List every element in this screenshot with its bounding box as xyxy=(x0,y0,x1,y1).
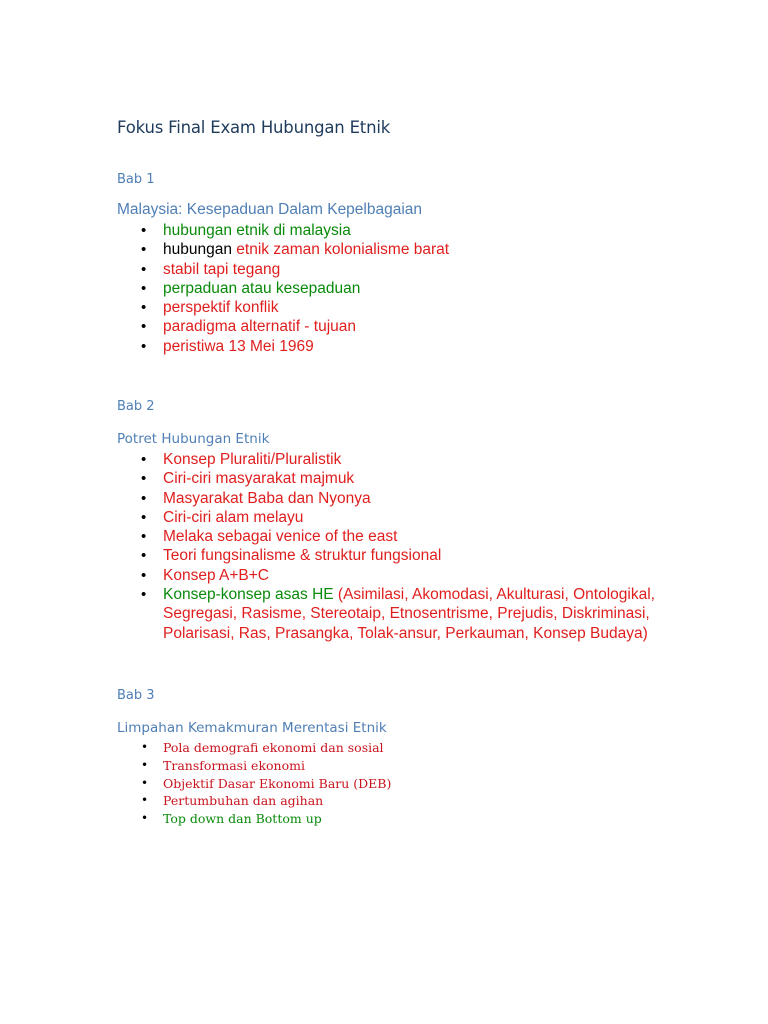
list-item: • Objektif Dasar Ekonomi Baru (DEB) xyxy=(141,775,392,791)
list-item: • Pola demografi ekonomi dan sosial xyxy=(141,740,384,755)
section-list-bab-3 xyxy=(117,739,391,828)
list-item: • Ciri-ciri masyarakat majmuk xyxy=(141,470,355,488)
section-list-bab-1 xyxy=(117,221,449,356)
section-label-bab-2: Bab 2 xyxy=(117,399,155,414)
bullet-icon: • xyxy=(141,260,147,278)
bullet-icon: • xyxy=(141,489,147,507)
bullet-icon: • xyxy=(141,508,147,526)
list-item: • Pertumbuhan dan agihan xyxy=(141,793,324,809)
bullet-icon: • xyxy=(141,775,149,790)
bullet-icon: • xyxy=(141,299,147,317)
bullet-icon: • xyxy=(141,222,147,239)
list-item: • Top down dan Bottom up xyxy=(141,811,322,827)
bullet-icon: • xyxy=(141,337,147,355)
section-heading-bab-2: Potret Hubungan Etnik xyxy=(117,431,270,447)
bullet-icon: • xyxy=(141,528,147,546)
list-item: • perpaduan atau kesepaduan xyxy=(141,279,361,297)
bullet-icon: • xyxy=(141,241,147,259)
list-item: • hubungan etnik di malaysia xyxy=(141,222,351,239)
bullet-icon: • xyxy=(141,740,149,754)
list-item: • Konsep Pluraliti/Pluralistik xyxy=(141,451,342,468)
bullet-icon: • xyxy=(141,318,147,336)
list-item: • paradigma alternatif - tujuan xyxy=(141,318,357,336)
list-item: • Konsep A+B+C xyxy=(141,566,269,584)
list-item: • Ciri-ciri alam melayu xyxy=(141,508,304,526)
list-item: • hubungan etnik zaman kolonialisme barat xyxy=(141,241,450,259)
bullet-icon: • xyxy=(141,811,149,826)
list-item: • perspektif konflik xyxy=(141,299,279,317)
bullet-icon: • xyxy=(141,547,147,565)
list-item: • stabil tapi tegang xyxy=(141,260,281,278)
section-label-bab-1: Bab 1 xyxy=(117,172,155,187)
bullet-icon: • xyxy=(141,757,149,772)
list-item: • Melaka sebagai venice of the east xyxy=(141,528,398,546)
bullet-icon: • xyxy=(141,793,149,808)
bullet-icon: • xyxy=(141,451,147,468)
section-heading-bab-1: Malaysia: Kesepaduan Dalam Kepelbagaian xyxy=(117,201,423,218)
section-heading-bab-3: Limpahan Kemakmuran Merentasi Etnik xyxy=(117,720,387,736)
list-item: • Konsep-konsep asas HE (Asimilasi, Akomodasi, Akulturasi, Ontologikal, Segregasi, Rasisme, Stereotaip, Etnosentrisme, Prejudis, Diskriminasi, Polarisasi, Ras, Prasangka, Tolak-ansur, Perkauman, Konsep Budaya) xyxy=(141,586,655,642)
section-list-bab-2 xyxy=(117,450,683,643)
list-item: • Transformasi ekonomi xyxy=(141,757,305,773)
document-title: Fokus Final Exam Hubungan Etnik xyxy=(117,118,391,137)
list-item: • Masyarakat Baba dan Nyonya xyxy=(141,489,371,507)
bullet-icon: • xyxy=(141,566,147,584)
bullet-icon: • xyxy=(141,586,147,604)
section-label-bab-3: Bab 3 xyxy=(117,688,155,703)
bullet-icon: • xyxy=(141,470,147,488)
list-item: • peristiwa 13 Mei 1969 xyxy=(141,337,314,355)
list-item: • Teori fungsinalisme & struktur fungsional xyxy=(141,547,442,565)
bullet-icon: • xyxy=(141,279,147,297)
